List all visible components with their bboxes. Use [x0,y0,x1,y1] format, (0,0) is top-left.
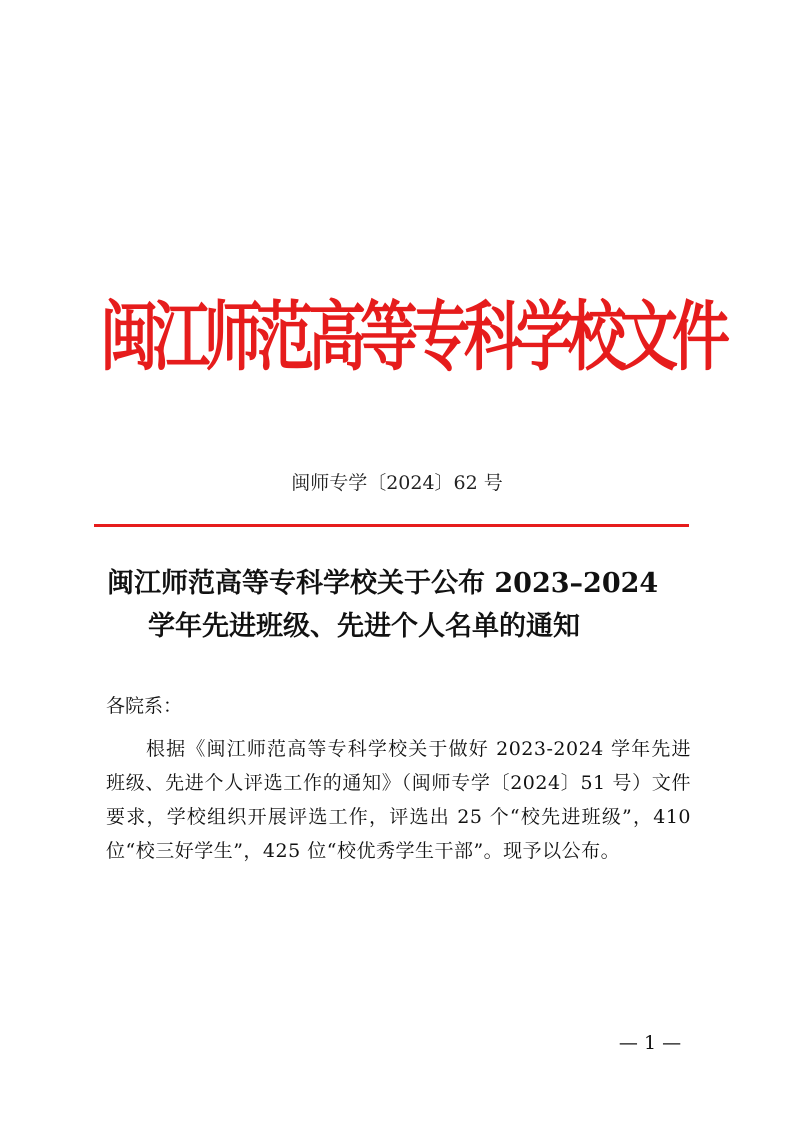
masthead-title: 闽江师范高等专科学校文件 [100,292,725,382]
document-title-line-2: 学年先进班级、先进个人名单的通知 [148,611,580,642]
document-title-line-1: 闽江师范高等专科学校关于公布 2023–2024 [107,568,659,599]
salutation: 各院系： [106,695,183,717]
document-number: 闽师专学〔2024〕62 号 [291,472,503,494]
body-paragraph: 根据《闽江师范高等专科学校关于做好 2023-2024 学年先进班级、先进个人评选工作的通知》（闽师专学〔2024〕51 号）文件要求，学校组织开展评选工作，评选出 25 个“校先进班级”，410 位“校三好学生”，425 位“校优秀学生干部”。现予以公布。 [106,738,691,862]
page-number: — 1 — [618,1032,682,1054]
red-divider-line [94,524,689,527]
